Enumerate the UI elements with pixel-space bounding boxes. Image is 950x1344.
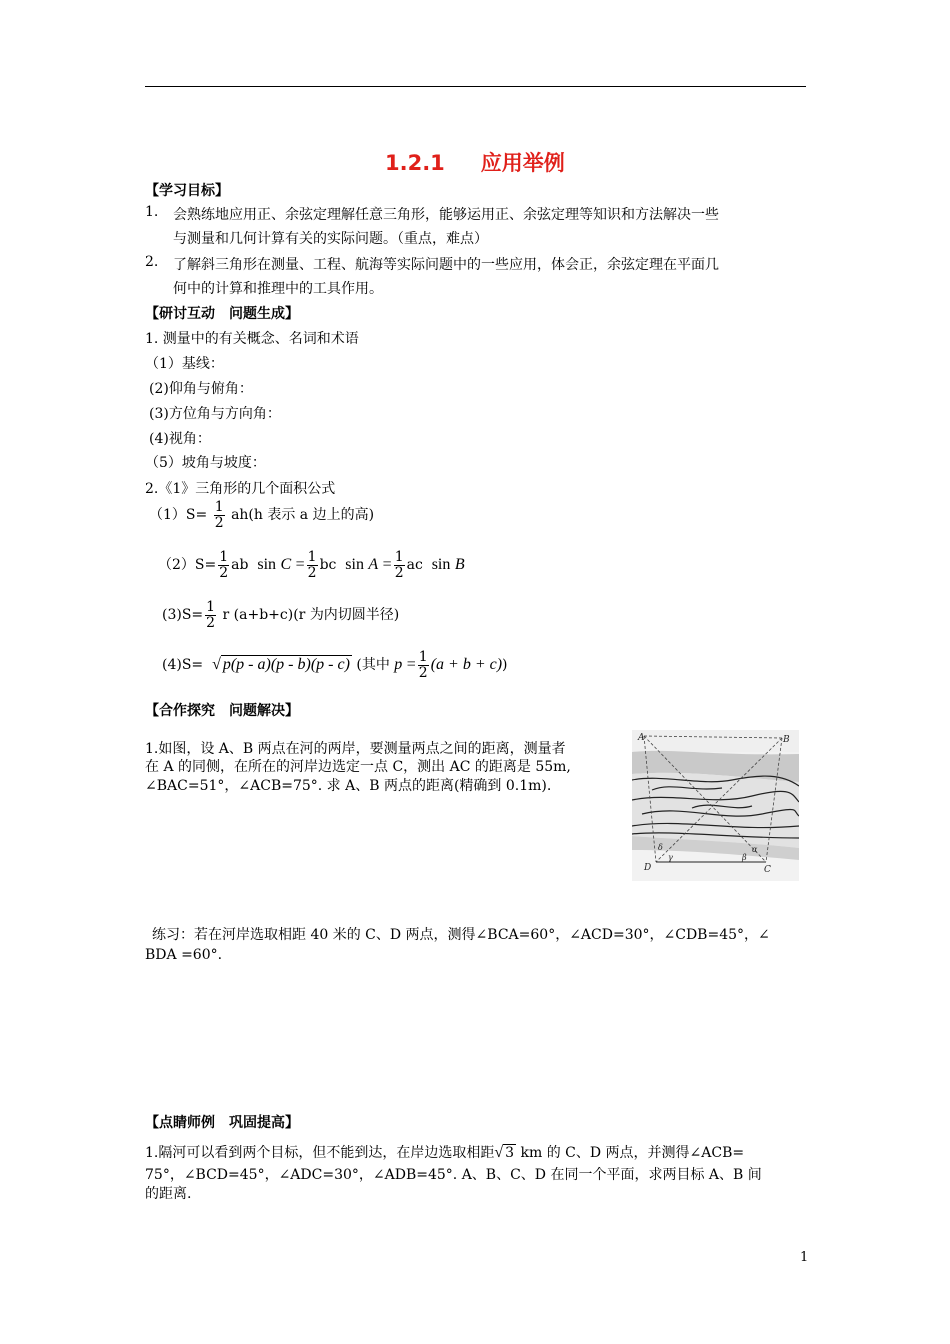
river-diagram bbox=[632, 730, 799, 881]
page-title bbox=[385, 147, 565, 177]
denominator: 2 bbox=[219, 564, 229, 581]
formula-4-prefix: (4)S= bbox=[162, 657, 204, 674]
label-A: A bbox=[638, 733, 645, 743]
discussion-heading: 【研讨互动 问题生成】 bbox=[145, 306, 299, 322]
exercise-1-line3: 的距离. bbox=[145, 1186, 192, 1202]
label-beta: β bbox=[742, 853, 747, 862]
label-delta: δ bbox=[658, 843, 663, 852]
var-A: A bbox=[368, 556, 379, 574]
cooperate-heading: 【合作探究 问题解决】 bbox=[145, 703, 299, 719]
denominator: 2 bbox=[206, 614, 216, 631]
area-formula-2 bbox=[158, 550, 465, 580]
formula-2-prefix: （2）S= bbox=[158, 557, 217, 574]
fraction-half bbox=[307, 550, 318, 580]
radicand: 3 bbox=[505, 1145, 515, 1161]
sin-fn: sin bbox=[257, 556, 277, 574]
term-slope: （5）坡角与坡度： bbox=[145, 455, 266, 471]
objective-1-line2: 与测量和几何计算有关的实际问题。（重点，难点） bbox=[173, 231, 488, 247]
term-azimuth: (3)方位角与方向角： bbox=[149, 406, 281, 422]
fraction-half bbox=[214, 500, 225, 530]
area-formulas-intro: 2.《1》三角形的几个面积公式 bbox=[145, 481, 336, 497]
equals: = bbox=[382, 556, 392, 574]
semi-perimeter-expr: (a + b + c) bbox=[430, 656, 503, 674]
var-B: B bbox=[454, 556, 465, 574]
numerator: 1 bbox=[219, 549, 229, 565]
exercise-1-line2: 75°，∠BCD=45°，∠ADC=30°，∠ADB=45°. A、B、C、D 在同一个平面，求两目标 A、B 间 bbox=[145, 1167, 762, 1183]
close-paren: ) bbox=[502, 657, 508, 674]
practice-line2: BDA =60°. bbox=[145, 947, 223, 963]
term-visual-angle: (4)视角： bbox=[149, 431, 211, 447]
exercise-1-line1 bbox=[145, 1142, 744, 1162]
fraction-half bbox=[218, 550, 229, 580]
consolidate-heading: 【点睛师例 巩固提高】 bbox=[145, 1115, 299, 1131]
exercise-1-text-b: km 的 C、D 两点，并测得∠ACB= bbox=[520, 1145, 745, 1161]
formula-3-text: r (a+b+c)(r 为内切圆半径) bbox=[222, 607, 400, 624]
sin-fn: sin bbox=[431, 556, 451, 574]
formula-1-prefix: （1）S= bbox=[149, 507, 208, 524]
title-text: 应用举例 bbox=[480, 151, 565, 175]
var-C: C bbox=[280, 556, 292, 574]
radical-sign: √ bbox=[212, 656, 221, 674]
denominator: 2 bbox=[394, 564, 404, 581]
formula-1-text: ah(h 表示 a 边上的高) bbox=[231, 507, 375, 524]
label-B: B bbox=[783, 735, 790, 745]
term-elevation: (2)仰角与俯角： bbox=[149, 381, 253, 397]
denominator: 2 bbox=[418, 664, 428, 681]
numerator: 1 bbox=[418, 649, 428, 665]
terms-intro: 1. 测量中的有关概念、名词和术语 bbox=[145, 331, 359, 347]
numerator: 1 bbox=[206, 599, 216, 615]
term-ac: ac bbox=[406, 557, 423, 574]
label-gamma: γ bbox=[668, 853, 673, 862]
area-formula-4 bbox=[162, 650, 508, 680]
fraction-half bbox=[394, 550, 405, 580]
objective-1-num: 1. bbox=[145, 204, 159, 220]
objective-1-line1: 会熟练地应用正、余弦定理解任意三角形，能够运用正、余弦定理等知识和方法解决一些 bbox=[173, 207, 719, 223]
area-formula-3 bbox=[162, 600, 399, 630]
exercise-1-text-a: 1.隔河可以看到两个目标，但不能到达，在岸边选取相距 bbox=[145, 1145, 495, 1161]
practice-line1: 练习：若在河岸选取相距 40 米的 C、D 两点，测得∠BCA=60°，∠ACD=30°，∠CDB=45°，∠ bbox=[152, 927, 770, 943]
objective-2-num: 2. bbox=[145, 254, 159, 270]
numerator: 1 bbox=[214, 499, 224, 515]
numerator: 1 bbox=[307, 549, 317, 565]
objective-2-line1: 了解斜三角形在测量、工程、航海等实际问题中的一些应用，体会正，余弦定理在平面几 bbox=[173, 257, 719, 273]
term-bc: bc bbox=[319, 557, 337, 574]
sin-fn: sin bbox=[345, 556, 364, 574]
label-alpha: α bbox=[752, 845, 758, 854]
denominator: 2 bbox=[214, 514, 224, 531]
numerator: 1 bbox=[394, 549, 404, 565]
equals: = bbox=[295, 556, 305, 574]
radicand: p(p - a)(p - b)(p - c) bbox=[222, 656, 350, 674]
fraction-half bbox=[205, 600, 216, 630]
page-number: 1 bbox=[800, 1250, 809, 1265]
area-formula-1 bbox=[149, 500, 374, 530]
formula-4-mid: (其中 bbox=[356, 657, 390, 674]
equals: = bbox=[406, 656, 416, 674]
objectives-heading: 【学习目标】 bbox=[145, 183, 229, 199]
problem-1-line3: ∠BAC=51°，∠ACB=75°. 求 A、B 两点的距离(精确到 0.1m). bbox=[145, 778, 552, 794]
term-ab: ab bbox=[231, 557, 249, 574]
denominator: 2 bbox=[307, 564, 317, 581]
problem-1-line1: 1.如图，设 A、B 两点在河的两岸，要测量两点之间的距离，测量者 bbox=[145, 741, 566, 757]
term-baseline: （1）基线： bbox=[145, 356, 224, 372]
fraction-half bbox=[418, 650, 429, 680]
formula-3-prefix: (3)S= bbox=[162, 607, 204, 624]
var-p: p bbox=[394, 656, 403, 674]
radical-sign: √ bbox=[494, 1144, 504, 1161]
title-number: 1.2.1 bbox=[385, 151, 445, 175]
objective-2-line2: 何中的计算和推理中的工具作用。 bbox=[173, 281, 383, 297]
label-C: C bbox=[764, 865, 771, 875]
label-D: D bbox=[644, 863, 652, 873]
header-rule bbox=[145, 86, 806, 87]
problem-1-line2: 在 A 的同侧，在所在的河岸边选定一点 C，测出 AC 的距离是 55m, bbox=[145, 759, 571, 775]
